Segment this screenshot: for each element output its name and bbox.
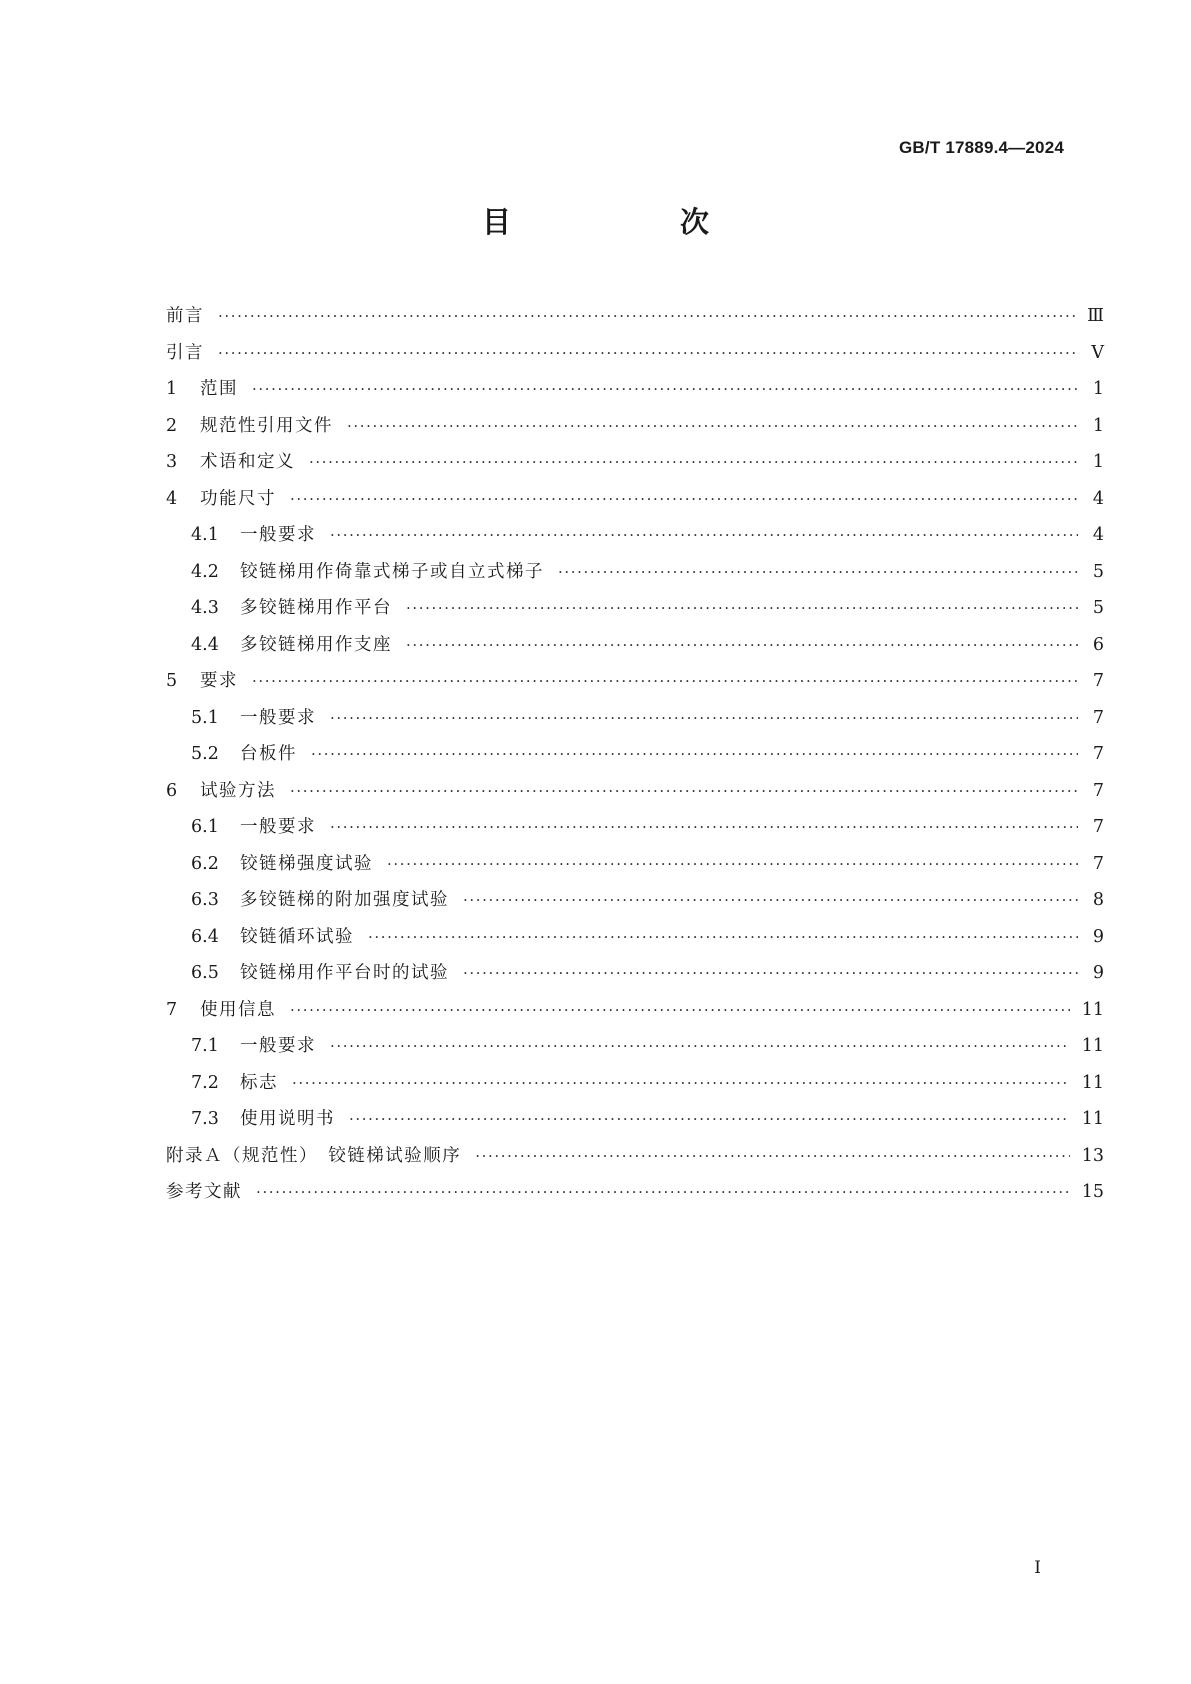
page-number: Ⅰ bbox=[1034, 1558, 1041, 1578]
toc-dot-leader bbox=[290, 490, 1078, 508]
toc-dot-leader bbox=[463, 891, 1078, 909]
toc-entry-title: 一般要求 bbox=[240, 707, 316, 728]
toc-entry[interactable] bbox=[166, 631, 1104, 668]
toc-entry-title: 铰链梯强度试验 bbox=[240, 853, 373, 874]
toc-entry[interactable] bbox=[166, 521, 1104, 558]
table-of-contents bbox=[166, 302, 1104, 1215]
toc-entry-page: Ⅲ bbox=[1087, 306, 1104, 326]
toc-entry-title: 一般要求 bbox=[240, 817, 316, 837]
toc-entry-title: 功能尺寸 bbox=[200, 488, 276, 509]
toc-entry-number: 6.3 bbox=[191, 890, 219, 910]
toc-dot-leader bbox=[330, 526, 1078, 544]
toc-dot-leader bbox=[406, 636, 1078, 654]
toc-entry[interactable] bbox=[166, 1105, 1104, 1142]
toc-dot-leader bbox=[330, 1037, 1070, 1055]
toc-entry-page: 4 bbox=[1092, 525, 1104, 545]
toc-entry-page: 5 bbox=[1092, 561, 1104, 582]
toc-entry-page: 7 bbox=[1092, 853, 1104, 874]
toc-entry-number: 6.4 bbox=[191, 926, 219, 947]
toc-entry-title: 参考文献 bbox=[166, 1182, 242, 1202]
toc-entry-page: Ⅴ bbox=[1091, 342, 1104, 363]
toc-entry-number: 4 bbox=[166, 488, 178, 509]
toc-entry-title: 规范性引用文件 bbox=[200, 415, 333, 436]
toc-entry-number: 4.3 bbox=[191, 598, 219, 618]
toc-dot-leader bbox=[290, 782, 1078, 800]
toc-entry[interactable] bbox=[166, 1069, 1104, 1106]
toc-dot-leader bbox=[347, 417, 1078, 435]
toc-entry-title: 附录Ａ（规范性） 铰链梯试验顺序 bbox=[166, 1145, 462, 1166]
toc-dot-leader bbox=[330, 709, 1078, 727]
standard-number: GB/T 17889.4—2024 bbox=[899, 138, 1064, 157]
toc-dot-leader bbox=[330, 818, 1078, 836]
toc-entry-page: 7 bbox=[1092, 707, 1104, 728]
toc-dot-leader bbox=[368, 928, 1078, 946]
toc-entry[interactable] bbox=[166, 1032, 1104, 1069]
toc-entry[interactable] bbox=[166, 923, 1104, 960]
toc-entry-number: 1 bbox=[166, 379, 178, 399]
toc-entry[interactable] bbox=[166, 594, 1104, 631]
toc-dot-leader bbox=[292, 1074, 1070, 1092]
toc-entry-number: 4.2 bbox=[191, 561, 219, 582]
toc-entry[interactable] bbox=[166, 1178, 1104, 1215]
toc-entry-title: 铰链梯用作平台时的试验 bbox=[240, 963, 449, 983]
toc-entry-number: 2 bbox=[166, 415, 178, 436]
toc-entry[interactable] bbox=[166, 740, 1104, 777]
toc-entry[interactable] bbox=[166, 485, 1104, 522]
toc-entry-number: 6.1 bbox=[191, 817, 219, 837]
toc-entry-title: 铰链梯用作倚靠式梯子或自立式梯子 bbox=[240, 561, 544, 582]
toc-entry-number: 6.2 bbox=[191, 853, 219, 874]
toc-dot-leader bbox=[387, 855, 1078, 873]
toc-entry[interactable] bbox=[166, 412, 1104, 449]
toc-entry-title: 多铰链梯的附加强度试验 bbox=[240, 890, 449, 910]
toc-entry-number: 5.1 bbox=[191, 707, 219, 728]
toc-entry-number: 6.5 bbox=[191, 963, 219, 983]
toc-dot-leader bbox=[475, 1147, 1069, 1165]
toc-entry-title: 要求 bbox=[200, 671, 238, 691]
toc-entry-title: 一般要求 bbox=[240, 1036, 316, 1056]
toc-dot-leader bbox=[349, 1110, 1070, 1128]
toc-entry-page: 7 bbox=[1092, 817, 1104, 837]
toc-entry[interactable] bbox=[166, 777, 1104, 814]
toc-entry-title: 范围 bbox=[200, 379, 238, 399]
toc-entry-title: 标志 bbox=[240, 1072, 278, 1093]
toc-entry-page: 7 bbox=[1092, 744, 1104, 764]
toc-entry-number: 4.1 bbox=[191, 525, 219, 545]
toc-entry-page: 9 bbox=[1092, 926, 1104, 947]
toc-entry[interactable] bbox=[166, 704, 1104, 741]
toc-entry[interactable] bbox=[166, 558, 1104, 595]
toc-entry-number: 6 bbox=[166, 780, 178, 801]
toc-entry[interactable] bbox=[166, 886, 1104, 923]
toc-entry[interactable] bbox=[166, 850, 1104, 887]
toc-entry[interactable] bbox=[166, 996, 1104, 1033]
toc-entry[interactable] bbox=[166, 959, 1104, 996]
toc-entry-title: 前言 bbox=[166, 306, 204, 326]
toc-entry-page: 7 bbox=[1092, 671, 1104, 691]
toc-entry-page: 15 bbox=[1081, 1182, 1104, 1202]
toc-entry-number: 5.2 bbox=[191, 744, 219, 764]
toc-dot-leader bbox=[252, 380, 1078, 398]
toc-dot-leader bbox=[218, 307, 1075, 325]
toc-entry-title: 使用说明书 bbox=[240, 1109, 335, 1129]
toc-entry[interactable] bbox=[166, 1142, 1104, 1179]
toc-dot-leader bbox=[311, 745, 1078, 763]
toc-entry-page: 1 bbox=[1092, 452, 1104, 472]
toc-entry-number: 3 bbox=[166, 452, 178, 472]
toc-entry-title: 铰链循环试验 bbox=[240, 926, 354, 947]
toc-dot-leader bbox=[406, 599, 1078, 617]
toc-entry-number: 4.4 bbox=[191, 634, 219, 655]
toc-entry-page: 7 bbox=[1092, 780, 1104, 801]
toc-entry-page: 11 bbox=[1081, 999, 1104, 1020]
toc-dot-leader bbox=[218, 344, 1078, 362]
toc-entry[interactable] bbox=[166, 667, 1104, 704]
toc-entry-title: 试验方法 bbox=[200, 780, 276, 801]
toc-entry[interactable] bbox=[166, 375, 1104, 412]
toc-entry-number: 7.1 bbox=[191, 1036, 219, 1056]
toc-entry-title: 多铰链梯用作支座 bbox=[240, 634, 392, 655]
toc-entry-number: 5 bbox=[166, 671, 178, 691]
toc-entry-page: 5 bbox=[1092, 598, 1104, 618]
toc-entry-number: 7.3 bbox=[191, 1109, 219, 1129]
toc-dot-leader bbox=[558, 563, 1078, 581]
toc-title: 目 次 bbox=[481, 205, 779, 239]
toc-entry-page: 9 bbox=[1092, 963, 1104, 983]
toc-entry-page: 6 bbox=[1092, 634, 1104, 655]
toc-entry-title: 一般要求 bbox=[240, 525, 316, 545]
toc-dot-leader bbox=[256, 1183, 1070, 1201]
toc-entry-page: 8 bbox=[1092, 890, 1104, 910]
toc-entry-number: 7.2 bbox=[191, 1072, 219, 1093]
toc-entry-title: 多铰链梯用作平台 bbox=[240, 598, 392, 618]
toc-entry-page: 13 bbox=[1081, 1145, 1104, 1166]
toc-entry-title: 使用信息 bbox=[200, 999, 276, 1020]
toc-entry-title: 术语和定义 bbox=[200, 452, 295, 472]
toc-entry[interactable] bbox=[166, 448, 1104, 485]
toc-entry-page: 11 bbox=[1081, 1072, 1104, 1093]
toc-entry[interactable] bbox=[166, 302, 1104, 339]
toc-entry-page: 11 bbox=[1081, 1036, 1104, 1056]
toc-entry[interactable] bbox=[166, 813, 1104, 850]
toc-entry-page: 1 bbox=[1092, 415, 1104, 436]
toc-dot-leader bbox=[252, 672, 1078, 690]
toc-entry-page: 4 bbox=[1092, 488, 1104, 509]
toc-entry-page: 11 bbox=[1081, 1109, 1104, 1129]
toc-entry-page: 1 bbox=[1092, 379, 1104, 399]
toc-entry[interactable] bbox=[166, 339, 1104, 376]
toc-entry-title: 台板件 bbox=[240, 744, 297, 764]
toc-dot-leader bbox=[309, 453, 1078, 471]
toc-entry-number: 7 bbox=[166, 999, 178, 1020]
toc-dot-leader bbox=[290, 1001, 1070, 1019]
toc-dot-leader bbox=[463, 964, 1078, 982]
toc-entry-title: 引言 bbox=[166, 342, 204, 363]
